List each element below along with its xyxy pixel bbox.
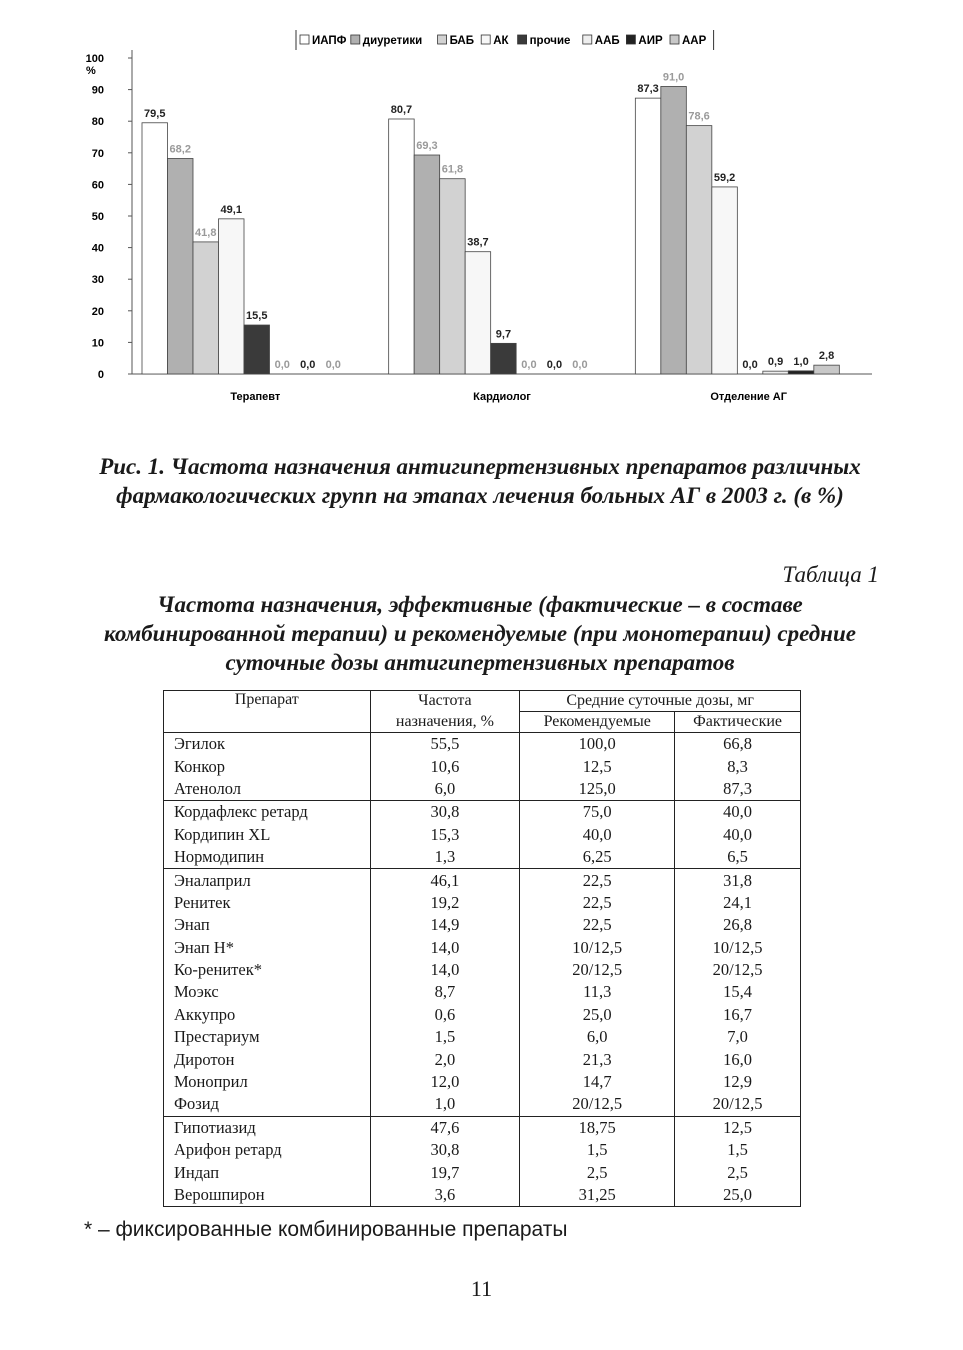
y-tick-label: 40 <box>91 242 104 255</box>
cell-frequency: 14,0 <box>370 959 520 981</box>
cell-actual: 20/12,5 <box>675 959 801 981</box>
cell-frequency: 8,7 <box>370 981 520 1003</box>
cell-drug: Конкор <box>164 755 371 777</box>
doses-table <box>163 690 801 1207</box>
cell-recommended: 21,3 <box>520 1048 675 1070</box>
bar <box>661 86 687 374</box>
cell-actual: 20/12,5 <box>675 1093 801 1116</box>
data-label: 1,0 <box>793 355 809 368</box>
header-frequency-line2: назначения, % <box>370 712 520 733</box>
legend-label: ААБ <box>594 35 620 47</box>
table-row <box>164 1048 801 1070</box>
page-number: 11 <box>470 1276 493 1301</box>
cell-actual: 31,8 <box>675 869 801 892</box>
legend-swatch <box>438 35 447 44</box>
cell-drug: Индап <box>164 1161 371 1183</box>
data-label: 91,0 <box>662 71 685 84</box>
data-label: 9,7 <box>495 328 512 341</box>
cell-recommended: 40,0 <box>520 824 675 846</box>
bar-chart-svg <box>60 28 900 408</box>
cell-drug: Ренитек <box>164 892 371 914</box>
legend-swatch <box>300 35 309 44</box>
cell-recommended: 31,25 <box>520 1184 675 1207</box>
cell-frequency: 15,3 <box>370 824 520 846</box>
cell-actual: 16,7 <box>675 1004 801 1026</box>
legend-label: АИР <box>638 35 663 47</box>
legend-label: АК <box>493 35 509 47</box>
cell-drug: Верошпирон <box>164 1184 371 1207</box>
data-label: 0,0 <box>325 359 341 371</box>
y-tick-label: 100 <box>85 53 104 65</box>
table-row <box>164 937 801 959</box>
legend-label: прочие <box>529 35 571 47</box>
bar <box>414 155 440 374</box>
header-actual: Фактические <box>675 712 801 733</box>
data-label: 59,2 <box>713 171 736 184</box>
cell-drug: Моэкс <box>164 981 371 1003</box>
figure-caption: Рис. 1. Частота назначения антигипертензивных препаратов различных фармакологических групп на этапах лечения больных АГ в 2003 г. (в %) <box>99 454 861 508</box>
bar <box>389 119 415 374</box>
cell-recommended: 18,75 <box>520 1116 675 1139</box>
bar <box>788 371 814 374</box>
header-drug: Препарат <box>164 691 371 733</box>
cell-drug: Ко-ренитек* <box>164 959 371 981</box>
table-row <box>164 846 801 869</box>
cell-drug: Атенолол <box>164 778 371 801</box>
cell-recommended: 20/12,5 <box>520 1093 675 1116</box>
table-row <box>164 755 801 777</box>
cell-recommended: 14,7 <box>520 1071 675 1093</box>
table-row <box>164 801 801 824</box>
cell-recommended: 75,0 <box>520 801 675 824</box>
legend-swatch <box>351 35 360 44</box>
cell-recommended: 100,0 <box>520 733 675 756</box>
legend-label: БАБ <box>449 35 475 47</box>
bar <box>142 123 168 374</box>
cell-frequency: 3,6 <box>370 1184 520 1207</box>
table-row <box>164 1026 801 1048</box>
bar <box>814 365 840 374</box>
cell-drug: Эналаприл <box>164 869 371 892</box>
cell-actual: 24,1 <box>675 892 801 914</box>
cell-frequency: 47,6 <box>370 1116 520 1139</box>
data-label: 2,8 <box>818 350 835 363</box>
cell-frequency: 1,5 <box>370 1026 520 1048</box>
y-tick-label: 0 <box>97 369 104 381</box>
cell-recommended: 1,5 <box>520 1139 675 1161</box>
data-label: 69,3 <box>416 140 438 153</box>
legend-swatch <box>481 35 490 44</box>
data-label: 0,0 <box>572 359 588 371</box>
data-label: 41,8 <box>195 226 217 239</box>
cell-drug: Эгилок <box>164 733 371 756</box>
data-label: 38,7 <box>467 236 489 249</box>
bar <box>193 242 219 374</box>
cell-actual: 1,5 <box>675 1139 801 1161</box>
header-recommended: Рекомендуемые <box>520 712 675 733</box>
cell-actual: 6,5 <box>675 846 801 869</box>
data-label: 0,0 <box>546 359 563 371</box>
cell-drug: Арифон ретард <box>164 1139 371 1161</box>
y-tick-label: 20 <box>91 305 104 318</box>
legend-swatch <box>583 35 592 44</box>
cell-drug: Фозид <box>164 1093 371 1116</box>
y-unit-label: % <box>86 65 96 77</box>
table-row <box>164 869 801 892</box>
cell-drug: Аккупро <box>164 1004 371 1026</box>
table-label: Таблица 1 <box>782 562 879 587</box>
cell-actual: 12,5 <box>675 1116 801 1139</box>
cell-recommended: 20/12,5 <box>520 959 675 981</box>
bar <box>168 158 194 374</box>
cell-recommended: 10/12,5 <box>520 937 675 959</box>
table-row <box>164 1071 801 1093</box>
table-row <box>164 1161 801 1183</box>
cell-recommended: 125,0 <box>520 778 675 801</box>
header-frequency-line1: Частота <box>370 691 520 712</box>
table-row <box>164 914 801 936</box>
cell-recommended: 22,5 <box>520 869 675 892</box>
cell-actual: 25,0 <box>675 1184 801 1207</box>
bar <box>465 252 491 374</box>
legend-swatch <box>518 35 527 44</box>
bar <box>491 343 516 374</box>
data-label: 80,7 <box>390 103 413 116</box>
data-label: 0,0 <box>521 359 537 371</box>
cell-frequency: 46,1 <box>370 869 520 892</box>
cell-frequency: 19,2 <box>370 892 520 914</box>
cell-actual: 15,4 <box>675 981 801 1003</box>
cell-recommended: 2,5 <box>520 1161 675 1183</box>
y-tick-label: 60 <box>91 179 104 192</box>
table-row <box>164 1139 801 1161</box>
bar <box>244 325 270 374</box>
table-body <box>164 733 801 1207</box>
cell-actual: 26,8 <box>675 914 801 936</box>
cell-actual: 10/12,5 <box>675 937 801 959</box>
table-row <box>164 1184 801 1207</box>
cell-actual: 16,0 <box>675 1048 801 1070</box>
cell-actual: 12,9 <box>675 1071 801 1093</box>
legend-label: диуретики <box>362 35 423 47</box>
cell-drug: Кордипин XL <box>164 824 371 846</box>
cell-frequency: 6,0 <box>370 778 520 801</box>
cell-frequency: 10,6 <box>370 755 520 777</box>
cell-actual: 40,0 <box>675 824 801 846</box>
cell-frequency: 19,7 <box>370 1161 520 1183</box>
legend-swatch <box>670 35 679 44</box>
cell-recommended: 6,0 <box>520 1026 675 1048</box>
data-label: 0,0 <box>274 359 290 371</box>
cell-actual: 87,3 <box>675 778 801 801</box>
cell-recommended: 22,5 <box>520 892 675 914</box>
table-row <box>164 733 801 756</box>
cell-recommended: 25,0 <box>520 1004 675 1026</box>
y-tick-label: 10 <box>91 337 104 350</box>
data-label: 68,2 <box>169 143 191 156</box>
table-row <box>164 959 801 981</box>
y-tick-label: 80 <box>91 116 104 129</box>
x-tick-label: Отделение АГ <box>710 391 787 403</box>
cell-drug: Кордафлекс ретард <box>164 801 371 824</box>
bar <box>712 187 738 374</box>
cell-drug: Энап Н* <box>164 937 371 959</box>
cell-actual: 40,0 <box>675 801 801 824</box>
legend-label: ИАПФ <box>312 35 347 47</box>
cell-frequency: 1,0 <box>370 1093 520 1116</box>
cell-recommended: 6,25 <box>520 846 675 869</box>
cell-frequency: 1,3 <box>370 846 520 869</box>
cell-frequency: 0,6 <box>370 1004 520 1026</box>
data-label: 0,9 <box>767 356 784 369</box>
cell-drug: Нормодипин <box>164 846 371 869</box>
footnote: * – фиксированные комбинированные препараты <box>84 1218 568 1241</box>
cell-actual: 2,5 <box>675 1161 801 1183</box>
data-label: 79,5 <box>144 107 166 120</box>
y-tick-label: 70 <box>91 147 104 160</box>
y-tick-label: 90 <box>91 84 104 97</box>
cell-drug: Энап <box>164 914 371 936</box>
legend-swatch <box>626 35 635 44</box>
data-label: 49,1 <box>220 203 242 216</box>
cell-actual: 8,3 <box>675 755 801 777</box>
bar <box>635 98 661 374</box>
cell-drug: Моноприл <box>164 1071 371 1093</box>
data-label: 87,3 <box>637 83 659 96</box>
data-label: 0,0 <box>742 359 758 371</box>
cell-frequency: 14,0 <box>370 937 520 959</box>
bar-chart <box>60 28 900 408</box>
header-doses: Средние суточные дозы, мг <box>520 691 801 712</box>
cell-recommended: 11,3 <box>520 981 675 1003</box>
cell-frequency: 14,9 <box>370 914 520 936</box>
x-tick-label: Кардиолог <box>473 391 531 403</box>
table-row <box>164 1093 801 1116</box>
bar <box>219 219 245 374</box>
data-label: 61,8 <box>441 163 464 176</box>
cell-actual: 7,0 <box>675 1026 801 1048</box>
data-label: 0,0 <box>300 359 316 371</box>
bar <box>686 126 712 374</box>
table-title: Частота назначения, эффективные (фактические – в составе комбинированной терапии) и рекомендуемые (при монотерапии) средние суточные дозы антигипертензивных препаратов <box>104 592 856 675</box>
table-row <box>164 824 801 846</box>
cell-frequency: 2,0 <box>370 1048 520 1070</box>
cell-frequency: 12,0 <box>370 1071 520 1093</box>
table-header-row <box>164 691 801 712</box>
x-tick-label: Терапевт <box>230 391 281 403</box>
cell-drug: Гипотиазид <box>164 1116 371 1139</box>
table-row <box>164 892 801 914</box>
bar <box>763 371 789 374</box>
legend-label: ААР <box>682 35 707 47</box>
cell-recommended: 22,5 <box>520 914 675 936</box>
table-row <box>164 981 801 1003</box>
table-row <box>164 1116 801 1139</box>
bar <box>440 179 466 374</box>
cell-frequency: 30,8 <box>370 1139 520 1161</box>
cell-drug: Диротон <box>164 1048 371 1070</box>
data-label: 15,5 <box>246 310 268 323</box>
table-row <box>164 1004 801 1026</box>
table-row <box>164 778 801 801</box>
cell-actual: 66,8 <box>675 733 801 756</box>
y-tick-label: 50 <box>91 211 104 223</box>
y-tick-label: 30 <box>91 274 104 287</box>
data-label: 78,6 <box>688 110 710 123</box>
cell-drug: Престариум <box>164 1026 371 1048</box>
cell-frequency: 30,8 <box>370 801 520 824</box>
cell-frequency: 55,5 <box>370 733 520 756</box>
cell-recommended: 12,5 <box>520 755 675 777</box>
